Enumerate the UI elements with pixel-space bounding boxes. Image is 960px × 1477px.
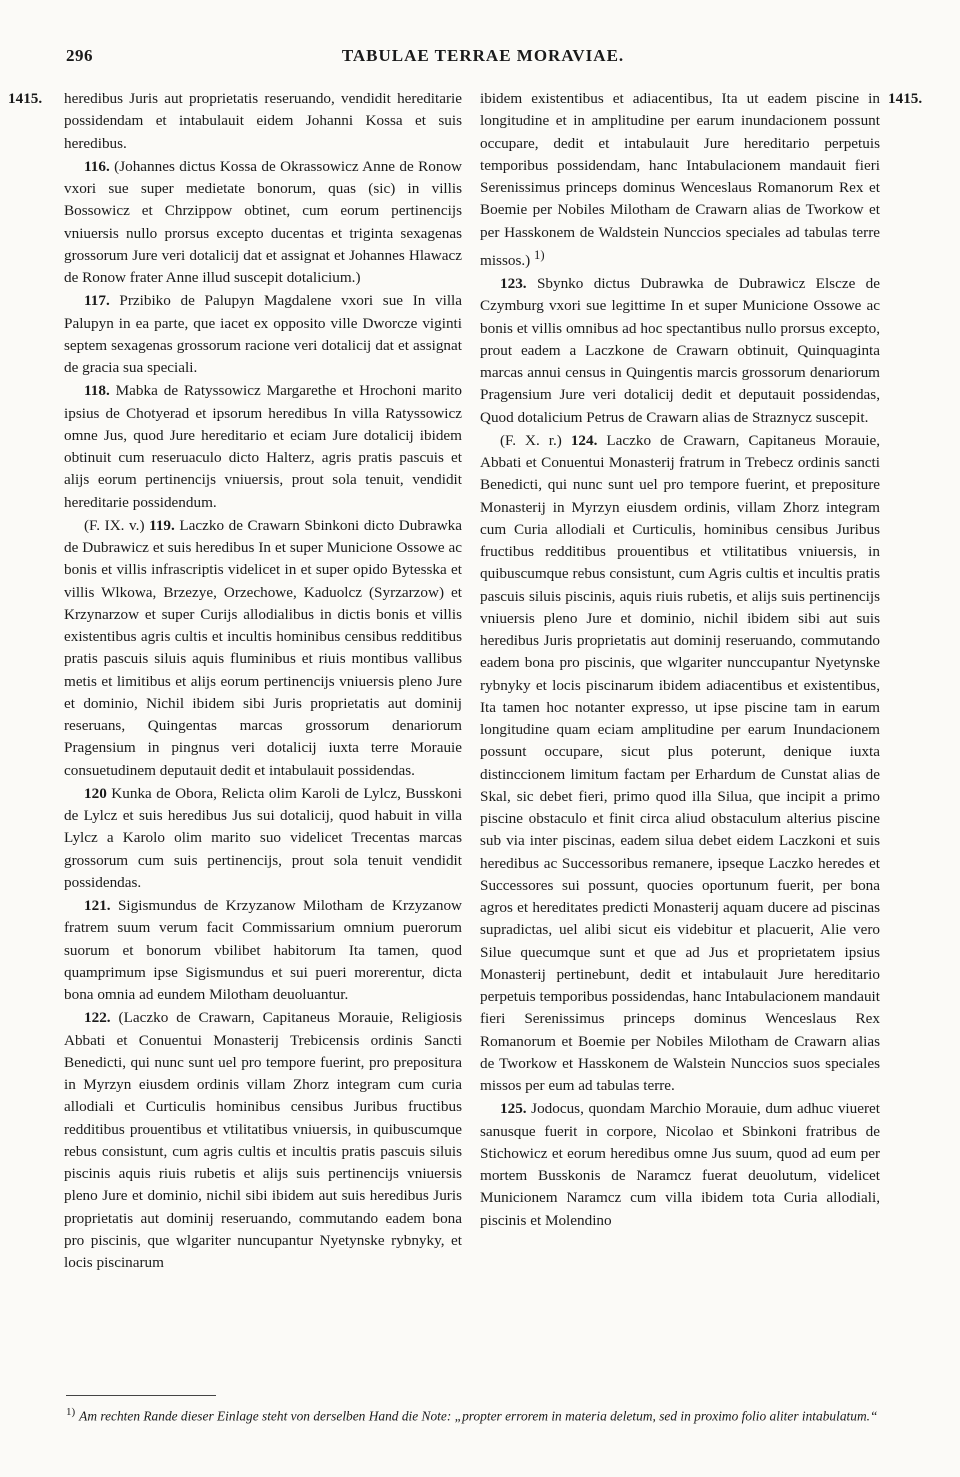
paragraph-text: (Laczko de Crawarn, Capitaneus Morauie, Religiosis Abbati et Conuentui Monasterij Trebicensis ordinis Sancti Benedicti, qui nunc sunt uel pro tempore fuerint, pro prepositura in Myrzyn eiusdem ordinis villam Zhorz integram cum curia allodiali et Curticulis hominibus censibus Juribus fructibus redditibus prouentibus et vtilitatibus vniuersis, in quibuscumque rebus consistunt, cum agris cultis et incultis pratis pascuis siluis piscinis aquis riuis rubetis et alijs suis pertinencijs vniuersis pleno Jure et dominio, nichil sibi ibidem aut suis heredibus Juris proprietatis aut dominij reseruando, commutando eadem bona pro piscinis, que wlgariter nuncupantur Nyetynske rybnyky, et locis piscinarum: [64, 1009, 463, 1271]
paragraph-text: Przibiko de Palupyn Magdalene vxori sue In villa Palupyn in ea parte, que iacet ex opposito ville Dworcze viginti septem sexagenas grossorum racione veri dotalicij dat et assignat de gracia sua speciali.: [64, 292, 462, 376]
running-title: TABULAE TERRAE MORAVIAE.: [341, 46, 625, 65]
entry-number: 117.: [84, 292, 110, 310]
footnote-text: Am rechten Rande dieser Einlage steht von derselben Hand die Note: „propter errorem in materia deletum, sed in proximo folio aliter intabulatum.“: [79, 1408, 878, 1424]
entry-125: [480, 1098, 880, 1232]
left-column: [64, 88, 462, 1275]
paragraph-continuation: [64, 88, 462, 155]
entry-123: [480, 273, 880, 429]
paragraph-text: Sigismundus de Krzyzanow Milotham de Krzyzanow fratrem suum verum facit Commissarium omnium puerorum suorum et bonorum vbilibet habitorum Ita tamen, quod quamprimum ipse Sigismundus et sui pueri morerentur, dicta bona omnia ad eundem Milotham deuoluantur.: [64, 897, 463, 1003]
paragraph-continuation: [480, 88, 880, 272]
entry-number: 118.: [84, 382, 110, 400]
folio-reference: (F. X. r.): [500, 431, 562, 449]
entry-116: [64, 156, 462, 290]
entry-number: 124.: [570, 431, 598, 449]
paragraph-text: ibidem existentibus et adiacentibus, Ita ut eadem piscine in longitudine et in amplitudine per earum inundacionem possunt occupare, dedit et intabulauit Jure hereditario perpetuis temporibus possidendam, hanc Intabulacionem mandauit fieri Serenissimus princeps dominus Wenceslaus Romanorum Rex et Boemie per Nobiles Milotham de Crawarn alias de Tworkow et per Hasskonem de Waldstein Nunccios speciales ad tabulas terre missos.): [480, 90, 880, 269]
footnote-mark: 1): [66, 1406, 76, 1418]
entry-121: [64, 895, 462, 1006]
entry-120: [64, 783, 462, 894]
margin-year-right: 1415.: [888, 90, 923, 107]
paragraph-text: Laczko de Crawarn Sbinkoni dicto Dubrawka de Dubrawicz et suis heredibus In et super Municione Ossowe ac bonis et villis infrascriptis videlicet in et super opido Bytesska et villis Wlkowa, Brzezye, Orzechowe, Kaduolcz (Syrzarzow) et Krzynarzow et super Curijs allodialibus in dictis bonis et villis existentibus agris cultis et incultis hominibus censibus redditibus pratis pascuis siluis aquis fluminibus et riuis montibus vallibus metis et limitibus et alijs eorum pertinencijs vniuersis pleno Jure et dominio, Nichil ibidem sibi Juris proprietatis aut dominij reseruans, Quingentas marcas grossorum denariorum Pragensium in pingnus veri dotalicij iuxta terre Morauie consuetudinem deputauit dedit et intabulauit possidendas.: [64, 516, 463, 779]
folio-reference: (F. IX. v.): [84, 516, 145, 534]
right-column: [480, 88, 880, 1233]
footnote: [66, 1403, 881, 1425]
footnote-rule: [66, 1395, 216, 1396]
entry-number: 125.: [500, 1100, 527, 1118]
paragraph-text: Sbynko dictus Dubrawka de Dubrawicz Elscze de Czymburg vxori sue legittime In et super Municione Ossowe ac bonis et villis omnibus ad hoc spectantibus nullo prorsus excepto, prout eadem a Laczkone de Crawarn obtinuit, Quinquaginta marcas annui census in Quingentis marcis grossorum denariorum Pragensium Jure veri dotalicij dedit et deputauit possidendas, Quod dotalicium Petrus de Crawarn alias de Straznycz suscepit.: [480, 275, 881, 426]
entry-number: 119.: [149, 516, 175, 534]
entry-number: 122.: [84, 1009, 111, 1027]
margin-year-left: 1415.: [8, 90, 43, 107]
page-number: 296: [66, 46, 93, 65]
paragraph-text: Kunka de Obora, Relicta olim Karoli de Lylcz, Busskoni de Lylcz et suis heredibus Jus sui dotalicij, quod habuit in villa Lylcz a Karolo olim marito suo videlicet Trecentas marcas grossorum cum suis pertinencijs, prout sola tenuit vendidit possidendas.: [64, 784, 462, 891]
entry-124: [480, 430, 880, 1098]
paragraph-text: (Johannes dictus Kossa de Okrassowicz Anne de Ronow vxori sue super medietate bonorum, quas (sic) in villis Bossowicz et Chrzippow obtinet, cum eorum pertinencijs vniuersis nullo prorsus excepto ducentas et triginta sexagenas grossorum Jure veri dotalicij dat et assignat et Johannes Hlawacz de Ronow frater Anne illud suscepit dotalicium.): [64, 157, 463, 286]
paragraph-text: Mabka de Ratyssowicz Margarethe et Hrochoni marito ipsius de Chotyerad et ipsorum heredibus In villa Ratyssowicz omne Jus, quod Jure hereditario et eciam Jure dotalicij ibidem obtinuit cum reseruaculo dicto Halterz, agris pratis pascuis et alijs eorum pertinencijs vniuersis, prout sola tenuit, vendidit hereditarie possidendum.: [64, 382, 462, 511]
entry-122: [64, 1007, 462, 1274]
entry-118: [64, 380, 462, 514]
entry-number: 120: [84, 784, 107, 802]
entry-number: 121.: [84, 897, 111, 914]
paragraph-text: Jodocus, quondam Marchio Morauie, dum adhuc viueret sanusque fuerit in corpore, Nicolao et Sbinkoni fratribus de Stichowicz et eorum heredibus omne Jus suum, quod ad eum per mortem Busskonis de Naramcz fuerat deuolutum, videlicet Municionem Naramcz cum villa ibidem tota Curia allodiali, piscinis et Molendino: [480, 1100, 880, 1229]
entry-117: [64, 290, 462, 379]
paragraph-text: Laczko de Crawarn, Capitaneus Morauie, Abbati et Conuentui Monasterij fratrum in Trebecz ordinis sancti Benedicti, qui nunc sunt uel pro tempore fuerint, et prepositure Monasterij in Myrzyn eiusdem ordinis, villam Zhorz integram cum Curia allodiali et Curticulis, hominibus censibus Juribus fructibus redditibus prouentibus et vtilitatibus vniuersis, in quibuscumque rebus consistunt, cum Agris cultis et incultis pratis pascuis siluis piscinis, aquis riuis rubetis, et alijs suis pertinencijs vniuersis pleno Jure et dominio, nichil ibidem sibi aut suis heredibus Juris proprietatis aut dominij reseruando, commutando eadem bona pro piscinis, que wlgariter nunccupantur Nyetynske rybnyky et locis piscinarum ibidem adiacentibus et existentibus, Ita tamen hoc notanter expresso, ut ipse piscine tam in earum longitudine quam eciam amplitudine per earum Inundacionem possunt occupare, sicut plus poterunt, denique iuxta distinccionem limitum factam per Erhardum de Cunstat alias de Skal, sic debet fieri, primo quod illa Silua, que incipit a primo piscine obstaculo et finit circa aliud obstaculum alterius piscine sub via inter piscinas, eadem silua debet eidem Laczkoni et suis heredibus ac Successoribus remanere, ipseque Laczko heredes et Successores sui possunt, quocies oportunum fuerit, per bona agros et hereditates predicti Monasterij aquam ducere ad piscinas supradictas, uel alibi sicut eis videbitur et placuerit, Alie vero Silue quecumque sunt et que ad Jus et proprietatem ipsius Monasterij pertinebunt, dedit et intabulauit Jure hereditario perpetuis temporibus possidendas, hanc Intabulacionem mandauit fieri Serenissimus princeps dominus Wenceslaus Rex Romanorum et Boemie per Nobiles Milotham de Crawarn alias de Tworkow et Hasskonem de Walstein Nunccios suos speciales missos per eum ad tabulas terre.: [480, 431, 881, 1095]
entry-number: 116.: [84, 157, 110, 175]
page-header: [66, 46, 900, 70]
entry-number: 123.: [500, 275, 527, 293]
footnote-reference: 1): [534, 247, 545, 262]
paragraph-text: heredibus Juris aut proprietatis reseruando, vendidit hereditarie possidendam et intabulauit eidem Johanni Kossa et suis heredibus.: [64, 90, 462, 152]
entry-119: [64, 515, 462, 782]
